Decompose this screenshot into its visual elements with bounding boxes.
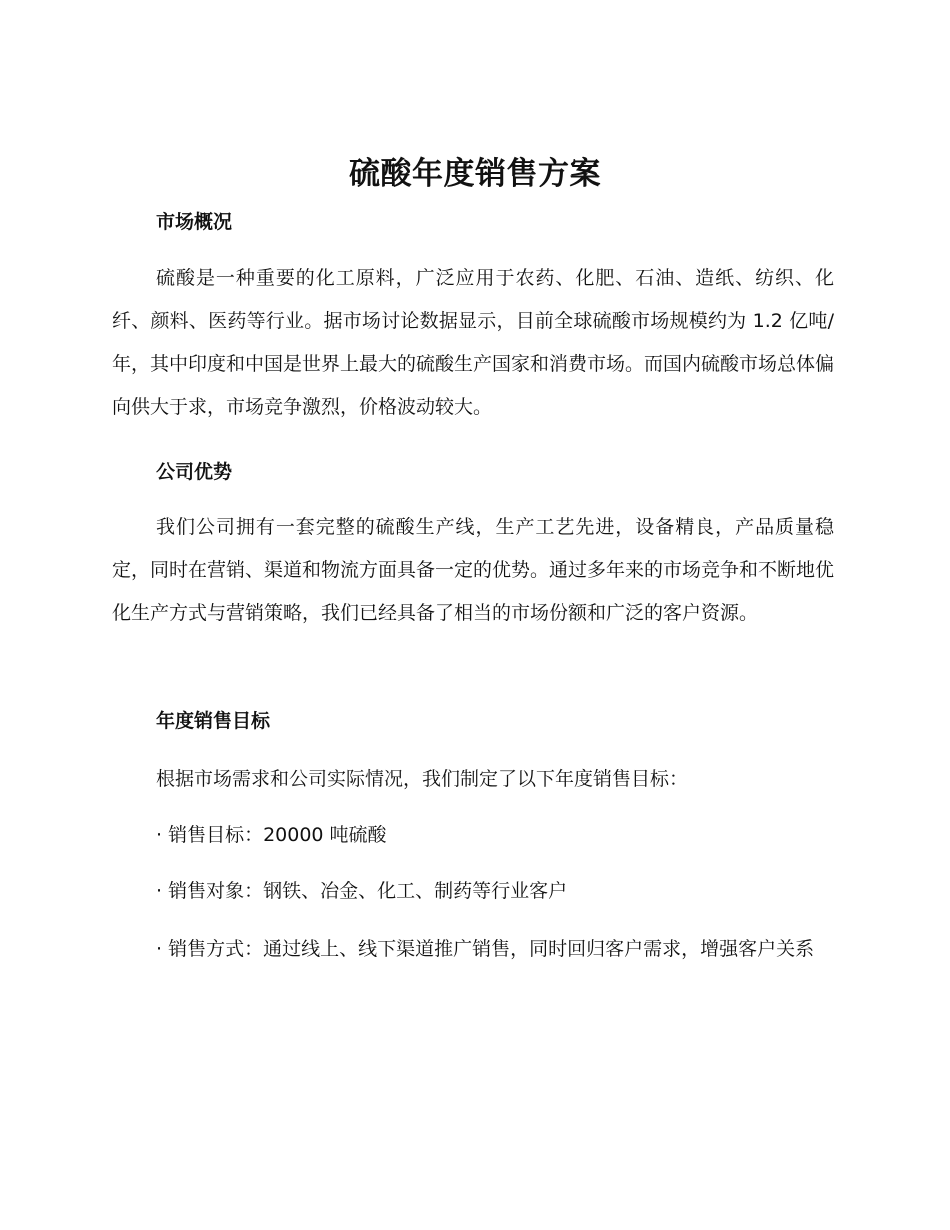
section-heading-company-advantage: 公司优势 xyxy=(156,461,233,483)
section-body-market-overview: 硫酸是一种重要的化工原料，广泛应用于农药、化肥、石油、造纸、纺织、化纤、颜料、医药等行业。据市场讨论数据显示，目前全球硫酸市场规模约为 1.2 亿吨/年，其中印度和中国是世界上最大的硫酸生产国家和消费市场。而国内硫酸市场总体偏向供大于求，市场竞争激烈，价格波动较大。 xyxy=(112,267,835,418)
sales-bullet-target: · 销售目标：20000 吨硫酸 xyxy=(156,824,387,846)
sales-bullet-customers: · 销售对象：钢铁、冶金、化工、制药等行业客户 xyxy=(156,880,568,902)
section-heading-sales-target: 年度销售目标 xyxy=(156,710,271,732)
sales-bullet-method: · 销售方式：通过线上、线下渠道推广销售，同时回归客户需求，增强客户关系 xyxy=(156,938,815,960)
section-heading-market-overview: 市场概况 xyxy=(156,211,233,233)
sales-target-intro: 根据市场需求和公司实际情况，我们制定了以下年度销售目标： xyxy=(156,768,689,790)
section-body-company-advantage: 我们公司拥有一套完整的硫酸生产线，生产工艺先进，设备精良，产品质量稳定，同时在营销、渠道和物流方面具备一定的优势。通过多年来的市场竞争和不断地优化生产方式与营销策略，我们已经具备了相当的市场份额和广泛的客户资源。 xyxy=(112,516,835,624)
document-title: 硫酸年度销售方案 xyxy=(349,156,601,192)
